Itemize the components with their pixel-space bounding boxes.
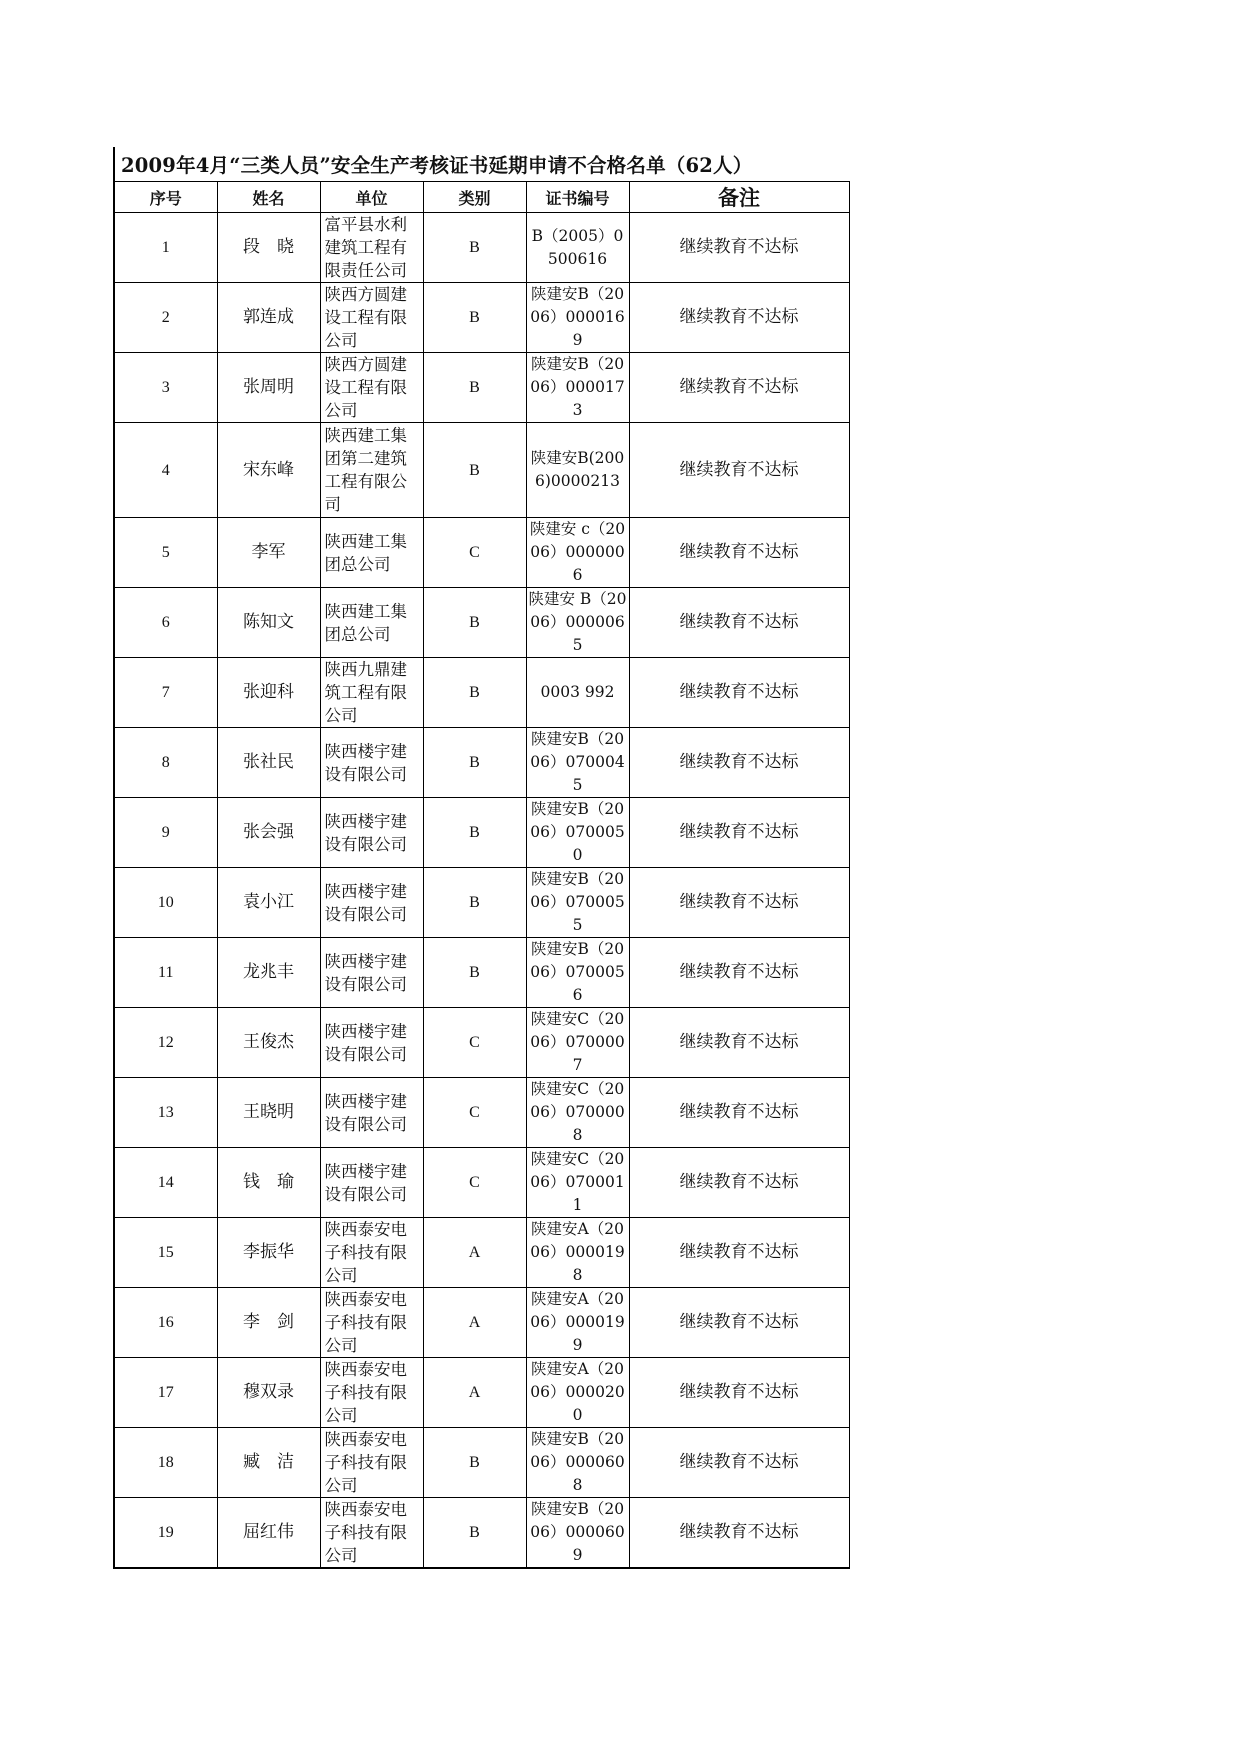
cell-seq: 8 — [114, 728, 217, 798]
table-row — [114, 1428, 849, 1498]
cell-name: 李军 — [217, 518, 320, 588]
cell-cert: 陕建安B（2006）0700055 — [526, 868, 629, 938]
page-title: 2009年4月“三类人员”安全生产考核证书延期申请不合格名单（62人） — [121, 154, 753, 177]
table-row — [114, 518, 849, 588]
table-row — [114, 353, 849, 423]
cell-category: C — [423, 1008, 526, 1078]
cell-name: 陈知文 — [217, 588, 320, 658]
cell-note: 继续教育不达标 — [629, 868, 849, 938]
cell-note: 继续教育不达标 — [629, 213, 849, 283]
cell-name: 张会强 — [217, 798, 320, 868]
header-unit: 单位 — [320, 182, 423, 213]
cell-name: 李振华 — [217, 1218, 320, 1288]
table-row — [114, 938, 849, 1008]
table-row — [114, 658, 849, 728]
cell-unit: 陕西楼宇建设有限公司 — [320, 728, 423, 798]
cell-cert: 陕建安B（2006）0700050 — [526, 798, 629, 868]
cell-unit: 陕西泰安电子科技有限公司 — [320, 1288, 423, 1358]
spreadsheet-page — [113, 147, 848, 1569]
cell-unit: 陕西楼宇建设有限公司 — [320, 868, 423, 938]
cell-cert: 陕建安B（2006）0000173 — [526, 353, 629, 423]
cell-unit: 陕西建工集团总公司 — [320, 588, 423, 658]
cell-note: 继续教育不达标 — [629, 423, 849, 518]
cell-note: 继续教育不达标 — [629, 353, 849, 423]
cell-name: 张社民 — [217, 728, 320, 798]
table-row — [114, 588, 849, 658]
cell-name: 张迎科 — [217, 658, 320, 728]
cell-category: B — [423, 868, 526, 938]
cell-category: A — [423, 1288, 526, 1358]
cell-unit: 陕西建工集团第二建筑工程有限公司 — [320, 423, 423, 518]
table-header-row — [114, 182, 849, 213]
cell-cert: B（2005）0500616 — [526, 213, 629, 283]
cell-name: 段 晓 — [217, 213, 320, 283]
cell-category: C — [423, 518, 526, 588]
cell-cert: 陕建安B（2006）0700045 — [526, 728, 629, 798]
cell-note: 继续教育不达标 — [629, 1288, 849, 1358]
table-row — [114, 728, 849, 798]
cell-cert: 陕建安B（2006）0000608 — [526, 1428, 629, 1498]
header-note: 备注 — [629, 182, 849, 213]
table-row — [114, 1148, 849, 1218]
cell-note: 继续教育不达标 — [629, 1498, 849, 1569]
cell-category: C — [423, 1078, 526, 1148]
cell-unit: 陕西方圆建设工程有限公司 — [320, 353, 423, 423]
cell-unit: 陕西建工集团总公司 — [320, 518, 423, 588]
cell-name: 郭连成 — [217, 283, 320, 353]
cell-unit: 陕西楼宇建设有限公司 — [320, 1078, 423, 1148]
cell-seq: 12 — [114, 1008, 217, 1078]
cell-cert: 陕建安A（2006）0000198 — [526, 1218, 629, 1288]
cell-name: 穆双录 — [217, 1358, 320, 1428]
cell-unit: 陕西方圆建设工程有限公司 — [320, 283, 423, 353]
cell-category: B — [423, 283, 526, 353]
cell-note: 继续教育不达标 — [629, 1218, 849, 1288]
table-row — [114, 798, 849, 868]
cell-category: A — [423, 1358, 526, 1428]
cell-cert: 陕建安C（2006）0700007 — [526, 1008, 629, 1078]
cell-name: 臧 洁 — [217, 1428, 320, 1498]
cell-seq: 1 — [114, 213, 217, 283]
cell-note: 继续教育不达标 — [629, 658, 849, 728]
cell-unit: 陕西泰安电子科技有限公司 — [320, 1358, 423, 1428]
cell-seq: 10 — [114, 868, 217, 938]
header-category: 类别 — [423, 182, 526, 213]
cell-seq: 19 — [114, 1498, 217, 1569]
table-row — [114, 1008, 849, 1078]
cell-name: 李 剑 — [217, 1288, 320, 1358]
cell-note: 继续教育不达标 — [629, 1008, 849, 1078]
cell-unit: 陕西泰安电子科技有限公司 — [320, 1218, 423, 1288]
cell-cert: 0003 992 — [526, 658, 629, 728]
cell-category: B — [423, 423, 526, 518]
cell-seq: 15 — [114, 1218, 217, 1288]
cell-name: 王晓明 — [217, 1078, 320, 1148]
table-body — [114, 213, 849, 1569]
cell-seq: 4 — [114, 423, 217, 518]
cell-unit: 陕西楼宇建设有限公司 — [320, 938, 423, 1008]
cell-note: 继续教育不达标 — [629, 1428, 849, 1498]
cell-name: 宋东峰 — [217, 423, 320, 518]
cell-seq: 13 — [114, 1078, 217, 1148]
cell-seq: 2 — [114, 283, 217, 353]
cell-category: B — [423, 1428, 526, 1498]
table-row — [114, 1288, 849, 1358]
cell-cert: 陕建安C（2006）0700008 — [526, 1078, 629, 1148]
cell-note: 继续教育不达标 — [629, 518, 849, 588]
cell-category: B — [423, 658, 526, 728]
title-row — [113, 147, 848, 181]
cell-seq: 17 — [114, 1358, 217, 1428]
cell-unit: 陕西泰安电子科技有限公司 — [320, 1428, 423, 1498]
cell-unit: 陕西楼宇建设有限公司 — [320, 798, 423, 868]
cell-seq: 3 — [114, 353, 217, 423]
table-row — [114, 423, 849, 518]
cell-note: 继续教育不达标 — [629, 283, 849, 353]
cell-category: B — [423, 938, 526, 1008]
header-name: 姓名 — [217, 182, 320, 213]
cell-seq: 6 — [114, 588, 217, 658]
cell-seq: 5 — [114, 518, 217, 588]
cell-unit: 富平县水利建筑工程有限责任公司 — [320, 213, 423, 283]
cell-unit: 陕西泰安电子科技有限公司 — [320, 1498, 423, 1569]
cell-cert: 陕建安B（2006）0700056 — [526, 938, 629, 1008]
cell-category: A — [423, 1218, 526, 1288]
cell-note: 继续教育不达标 — [629, 1148, 849, 1218]
table-row — [114, 213, 849, 283]
cell-name: 袁小江 — [217, 868, 320, 938]
cell-cert: 陕建安A（2006）0000200 — [526, 1358, 629, 1428]
cell-name: 龙兆丰 — [217, 938, 320, 1008]
cell-cert: 陕建安C（2006）0700011 — [526, 1148, 629, 1218]
cell-name: 王俊杰 — [217, 1008, 320, 1078]
cell-name: 屈红伟 — [217, 1498, 320, 1569]
table-row — [114, 1498, 849, 1569]
cell-cert: 陕建安 c（2006）0000006 — [526, 518, 629, 588]
cell-unit: 陕西九鼎建筑工程有限公司 — [320, 658, 423, 728]
unqualified-list-table — [113, 181, 850, 1569]
cell-note: 继续教育不达标 — [629, 798, 849, 868]
cell-unit: 陕西楼宇建设有限公司 — [320, 1008, 423, 1078]
cell-unit: 陕西楼宇建设有限公司 — [320, 1148, 423, 1218]
cell-note: 继续教育不达标 — [629, 1358, 849, 1428]
table-row — [114, 283, 849, 353]
cell-seq: 9 — [114, 798, 217, 868]
cell-category: B — [423, 588, 526, 658]
cell-seq: 7 — [114, 658, 217, 728]
cell-category: B — [423, 798, 526, 868]
cell-category: B — [423, 1498, 526, 1569]
table-row — [114, 868, 849, 938]
cell-category: B — [423, 728, 526, 798]
cell-cert: 陕建安B(2006)0000213 — [526, 423, 629, 518]
cell-cert: 陕建安B（2006）0000169 — [526, 283, 629, 353]
cell-name: 钱 瑜 — [217, 1148, 320, 1218]
header-seq: 序号 — [114, 182, 217, 213]
cell-seq: 11 — [114, 938, 217, 1008]
cell-cert: 陕建安A（2006）0000199 — [526, 1288, 629, 1358]
cell-note: 继续教育不达标 — [629, 728, 849, 798]
table-row — [114, 1358, 849, 1428]
cell-cert: 陕建安 B（2006）0000065 — [526, 588, 629, 658]
cell-name: 张周明 — [217, 353, 320, 423]
cell-category: B — [423, 353, 526, 423]
table-row — [114, 1218, 849, 1288]
cell-note: 继续教育不达标 — [629, 1078, 849, 1148]
cell-category: C — [423, 1148, 526, 1218]
cell-seq: 14 — [114, 1148, 217, 1218]
header-cert: 证书编号 — [526, 182, 629, 213]
cell-note: 继续教育不达标 — [629, 588, 849, 658]
cell-note: 继续教育不达标 — [629, 938, 849, 1008]
cell-category: B — [423, 213, 526, 283]
cell-seq: 18 — [114, 1428, 217, 1498]
table-row — [114, 1078, 849, 1148]
cell-cert: 陕建安B（2006）0000609 — [526, 1498, 629, 1569]
cell-seq: 16 — [114, 1288, 217, 1358]
